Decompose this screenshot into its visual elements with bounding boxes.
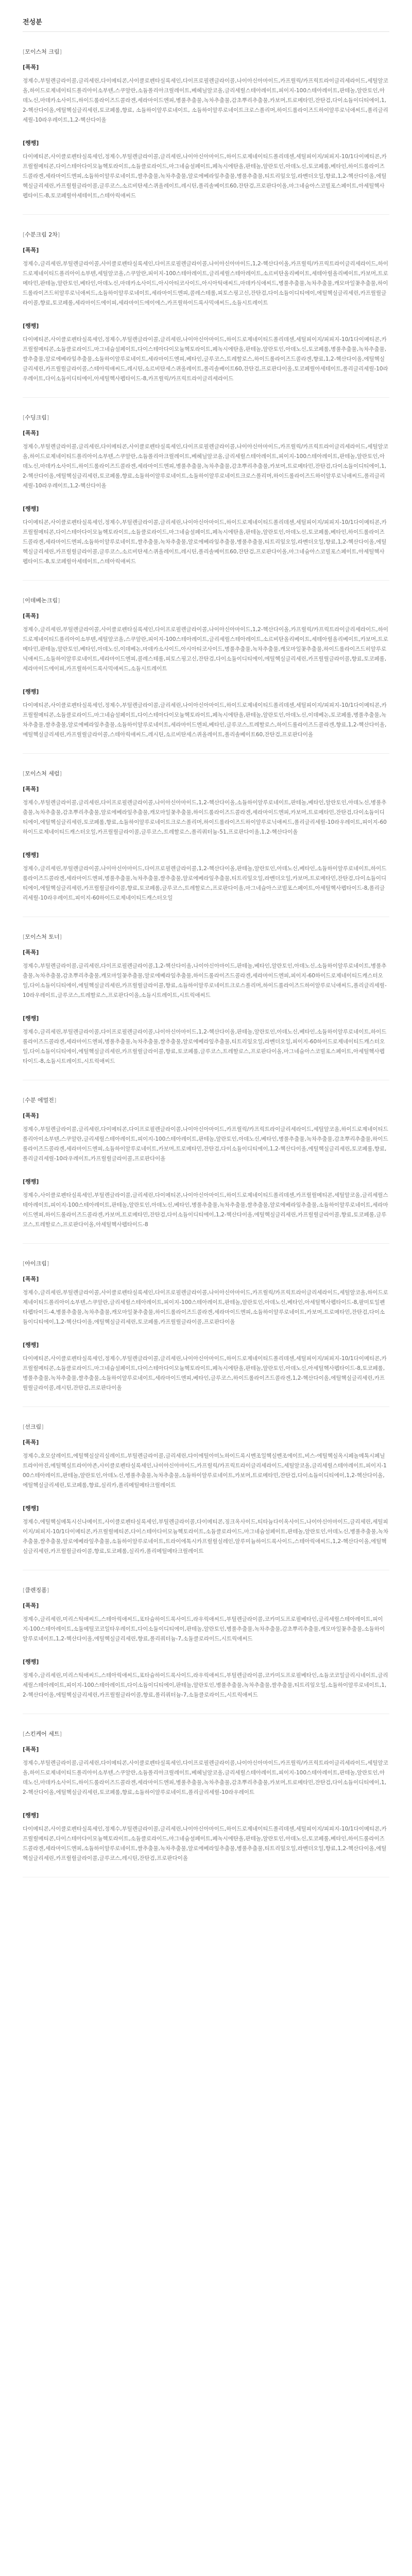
ingredient-block bbox=[23, 612, 389, 674]
section-title-bracket-open: [ bbox=[23, 934, 25, 940]
section-title-bracket-close: ] bbox=[41, 1423, 44, 1430]
section-title-bracket-close: ] bbox=[57, 231, 60, 238]
section-title-bracket-open: [ bbox=[23, 231, 25, 238]
section-title-bracket-open: [ bbox=[23, 1731, 25, 1737]
block-label: [폭폭] bbox=[23, 1602, 39, 1609]
ingredient-block bbox=[23, 785, 389, 837]
section-title-bracket-open: [ bbox=[23, 48, 25, 55]
ingredient-block bbox=[23, 321, 389, 384]
ingredient-block bbox=[23, 1111, 389, 1164]
ingredient-list-text: 정제수,글리세린,부틸렌글라이콜,사이클로펜타실록세인,다이프로필렌글라이콜,나이아신아마이드,1,2-헥산다이올,카프릴릭/카프릭트라이글리세라이드,하이드로제네이티드폴리아이소부텐,세틸알코올,스쿠알란,피이지-100스테아레이트,글리세릴스테아레이트,소르비탄올리베이트,세테아릴올리베이트,카보머,트로메타민,판테놀,알란토인,베타인,아데노신,마데카소사이드,아시아티코사이드,아시아틱애씨드,마데카식애씨드,병풀추출물,녹차추출물,캐모마일꽃추출물,하이드롤라이즈드히알루로닉애씨드,소듐하이알루로네이트,세라마이드엔피,콜레스테롤,피토스핑고신,잔탄검,다이소듐이디티에이,에틸헥실글리세린,카프릴릴글라이콜,향료,토코페롤,세라마이드에이피,세라마이드에이에스,카프릴하이드록사믹애씨드,소듐시트레이트 bbox=[23, 261, 389, 306]
ingredient-block bbox=[23, 1014, 389, 1066]
section-title-text: 아이크림 bbox=[25, 1260, 47, 1267]
ingredient-block bbox=[23, 1275, 389, 1327]
block-label: [폭폭] bbox=[23, 949, 39, 956]
block-label: [폭폭] bbox=[23, 1746, 39, 1753]
section-title-bracket-open: [ bbox=[23, 770, 25, 777]
ingredient-list-text: 정제수,사이클로펜타실록세인,부틸렌글라이콜,글리세린,다이메티콘,나이아신아마이드,하이드로제네이티드폴리데센,카프릴릴메티콘,세틸알코올,글리세릴스테아레이트,피이지-100스테아레이트,판테놀,알란토인,아데노신,베타인,병풀추출물,녹차추출물,쌀추출물,알로에베라잎추출물,소듐하이알루로네이트,세라마이드엔피,하이드롤라이즈드콜라겐,카보머,트로메타민,잔탄검,다이소듐이디티에이,1,2-헥산다이올,에틸헥실글리세린,카프릴릴글라이콜,향료,토코페롤,글루코스,트레할로스,프로판다이올,아세틸헥사펩타이드-8 bbox=[23, 1192, 388, 1228]
ingredient-block bbox=[23, 1438, 389, 1490]
section-title-bracket-open: [ bbox=[23, 1260, 25, 1267]
section-title bbox=[23, 1586, 389, 1594]
ingredient-list-text: 다이메티콘,사이클로펜타실록세인,정제수,부틸렌글라이콜,글리세린,나이아신아마이드,하이드로제네이티드폴리데센,세틸피이지/피피지-10/1다이메티콘,카프릴릴메티콘,다이스테아다이모늄헥토라이트,소듐클로라이드,마그네슘설페이트,페녹시에탄올,판테놀,알란토인,아데노신,토코페롤,베타인,하이드롤라이즈드콜라겐,세라마이드엔피,소듐하이알루로네이트,쌀추출물,녹차추출물,알로에베라잎추출물,병풀추출물,티트리잎오일,라벤더오일,향료,1,2-헥산다이올,에틸헥실글리세린,카프릴릴글라이콜,글루코스,소르비탄세스퀴올레이트,레시틴,폴리솔베이트60,잔탄검,프로판다이올,마그네슘아스코빌포스페이트,아세틸헥사펩타이드-8,토코페릴아세테이트,스테아릭애씨드 bbox=[23, 519, 387, 565]
ingredient-section bbox=[23, 230, 389, 398]
block-label: [쨍쨍] bbox=[23, 1812, 39, 1819]
section-title-text: 이데베논크림 bbox=[25, 597, 58, 604]
ingredient-block bbox=[23, 246, 389, 308]
ingredient-block bbox=[23, 851, 389, 903]
ingredient-list-text: 정제수,글리세린,부틸렌글라이콜,사이클로펜타실록세인,다이프로필렌글라이콜,나이아신아마이드,카프릴릭/카프릭트라이글리세라이드,세틸알코올,하이드로제네이티드폴리아이소부텐,스쿠알란,글리세릴스테아레이트,피이지-100스테아레이트,판테놀,알란토인,아데노신,베타인,아세틸헥사펩타이드-8,팔미토일펜타펩타이드-4,병풀추출물,녹차추출물,캐모마일꽃추출물,하이드롤라이즈드콜라겐,세라마이드엔피,소듐하이알루로네이트,카보머,트로메타민,잔탄검,다이소듐이디티에이,1,2-헥산다이올,에틸헥실글리세린,토코페롤,카프릴릴글라이콜,프로판다이올 bbox=[23, 1290, 388, 1325]
block-label: [폭폭] bbox=[23, 430, 39, 436]
ingredient-section bbox=[23, 933, 389, 1080]
section-title bbox=[23, 47, 389, 56]
section-divider bbox=[23, 580, 389, 581]
section-title-text: 수분 에멀전 bbox=[25, 1097, 54, 1104]
section-divider bbox=[23, 753, 389, 754]
section-title-bracket-close: ] bbox=[58, 597, 60, 604]
section-title-text: 수분크림 2차 bbox=[25, 231, 58, 238]
ingredient-list-text: 정제수,글리세린,미리스틱애씨드,스테아릭애씨드,포타슘하이드록사이드,라우릭애씨드,부틸렌글라이콜,코카미도프로필베타인,소듐코코일글리시네이트,글리세릴스테아레이트,피이지-100스테아레이트,다이소듐이디티에이,판테놀,알란토인,병풀추출물,녹차추출물,쌀추출물,티트리잎오일,소듐하이알루로네이트,1,2-헥산다이올,에틸헥실글리세린,카프릴릴글라이콜,향료,폴리쿼터늄-7,소듐클로라이드,시트릭애씨드 bbox=[23, 1672, 388, 1698]
section-title bbox=[23, 1730, 389, 1738]
block-label: [폭폭] bbox=[23, 1439, 39, 1446]
ingredient-list-text: 정제수,글리세린,부틸렌글라이콜,사이클로펜타실록세인,다이프로필렌글라이콜,나이아신아마이드,1,2-헥산다이올,카프릴릭/카프릭트라이글리세라이드,하이드로제네이티드폴리아이소부텐,세틸알코올,스쿠알란,피이지-100스테아레이트,글리세릴스테아레이트,소르비탄올리베이트,세테아릴올리베이트,카보머,트로메타민,판테놀,알란토인,베타인,아데노신,이데베논,마데카소사이드,아시아티코사이드,병풀추출물,녹차추출물,캐모마일꽃추출물,하이드롤라이즈드히알루로닉애씨드,소듐하이알루로네이트,세라마이드엔피,콜레스테롤,피토스핑고신,잔탄검,다이소듐이디티에이,에틸헥실글리세린,카프릴릴글라이콜,향료,토코페롤,세라마이드에이피,카프릴하이드록사믹애씨드,소듐시트레이트 bbox=[23, 626, 389, 672]
section-title bbox=[23, 769, 389, 777]
ingredient-list-text: 정제수,부틸렌글라이콜,글리세린,다이메티콘,사이클로펜타실록세인,다이프로필렌글라이콜,나이아신아마이드,카프릴릭/카프릭트라이글리세라이드,세틸알코올,하이드로제네이티드폴리아이소부텐,스쿠알란,소듐폴리아크릴레이트,베헤닐알코올,글리세릴스테아레이트,피이지-100스테아레이트,판테놀,알란토인,아데노신,마데카소사이드,하이드롤라이즈드콜라겐,세라마이드엔피,병풀추출물,녹차추출물,감초뿌리추출물,카보머,트로메타민,잔탄검,다이소듐이디티에이,1,2-헥산다이올,에틸헥실글리세린,토코페롤,향료,소듐하이알루로네이트,소듐하이알루로네이트크로스폴리머,하이드롤라이즈드하이알루로닉애씨드,폴리글리세릴-10라우레이트,1,2-헥산다이올 bbox=[23, 444, 388, 489]
section-title-text: 수딩크림 bbox=[25, 414, 47, 421]
section-divider bbox=[23, 397, 389, 398]
ingredient-list-text: 정제수,부틸렌글라이콜,글리세린,다이프로필렌글라이콜,나이아신아마이드,1,2-헥산다이올,소듐하이알루로네이트,판테놀,베타인,알란토인,아데노신,병풀추출물,녹차추출물,감초뿌리추출물,알로에베라잎추출물,캐모마일꽃추출물,하이드롤라이즈드콜라겐,세라마이드엔피,카보머,트로메타민,잔탄검,다이소듐이디티에이,에틸헥실글리세린,토코페롤,향료,소듐하이알루로네이트크로스폴리머,하이드롤라이즈드하이알루로닉애씨드,폴리글리세릴-10라우레이트,피이지-60하이드로제네이티드캐스터오일,카프릴릴글라이콜,글루코스,트레할로스,폴리쿼터늄-51,프로판다이올,1,2-헥산다이올 bbox=[23, 800, 387, 835]
block-label: [폭폭] bbox=[23, 1276, 39, 1282]
ingredient-block bbox=[23, 1657, 389, 1700]
block-label: [폭폭] bbox=[23, 64, 39, 71]
ingredient-block bbox=[23, 687, 389, 740]
block-label: [쨍쨍] bbox=[23, 1342, 39, 1348]
ingredient-list-text: 정제수,부틸렌글라이콜,글리세린,다이프로필렌글라이콜,1,2-헥산다이올,나이아신아마이드,판테놀,베타인,알란토인,아데노신,소듐하이알루로네이트,병풀추출물,녹차추출물,감초뿌리추출물,캐모마일꽃추출물,알로에베라잎추출물,하이드롤라이즈드콜라겐,세라마이드엔피,피이지-60하이드로제네이티드캐스터오일,다이소듐이디티에이,에틸헥실글리세린,카프릴릴글라이콜,향료,소듐하이알루로네이트크로스폴리머,하이드롤라이즈드하이알루로닉애씨드,폴리글리세릴-10라우레이트,글루코스,트레할로스,프로판다이올,소듐시트레이트,시트릭애씨드 bbox=[23, 963, 387, 998]
ingredient-section bbox=[23, 1422, 389, 1570]
section-divider bbox=[23, 214, 389, 215]
ingredient-section bbox=[23, 413, 389, 581]
section-title-bracket-open: [ bbox=[23, 1097, 25, 1104]
block-label: [쨍쨍] bbox=[23, 505, 39, 512]
ingredient-section bbox=[23, 769, 389, 917]
ingredient-list-text: 다이메티콘,사이클로펜타실록세인,정제수,부틸렌글라이콜,글리세린,나이아신아마이드,하이드로제네이티드폴리데센,세틸피이지/피피지-10/1다이메티콘,카프릴릴메티콘,다이스테아다이모늄헥토라이트,소듐클로라이드,마그네슘설페이트,페녹시에탄올,판테놀,알란토인,아데노신,토코페롤,베타인,하이드롤라이즈드콜라겐,세라마이드엔피,소듐하이알루로네이트,쌀추출물,녹차추출물,알로에베라잎추출물,병풀추출물,티트리잎오일,라벤더오일,향료,1,2-헥산다이올,에틸헥실글리세린,카프릴릴글라이콜,글루코스,소르비탄세스퀴올레이트,레시틴,폴리솔베이트60,잔탄검,프로판다이올,마그네슘아스코빌포스페이트,아세틸헥사펩타이드-8,토코페릴아세테이트,스테아릭애씨드 bbox=[23, 154, 387, 199]
section-title-text: 모이스처 크림 bbox=[25, 48, 60, 55]
section-title-bracket-close: ] bbox=[46, 1587, 49, 1594]
ingredient-list-text: 다이메티콘,사이클로펜타실록세인,정제수,부틸렌글라이콜,글리세린,나이아신아마이드,하이드로제네이티드폴리데센,세틸피이지/피피지-10/1다이메티콘,카프릴릴메티콘,다이스테아다이모늄헥토라이트,소듐클로라이드,마그네슘설페이트,페녹시에탄올,판테놀,알란토인,아데노신,토코페롤,베타인,하이드롤라이즈드콜라겐,세라마이드엔피,소듐하이알루로네이트,쌀추출물,녹차추출물,알로에베라잎추출물,병풀추출물,티트리잎오일,라벤더오일,향료,1,2-헥산다이올,에틸헥실글리세린,카프릴릴글라이콜,글루코스,레시틴,잔탄검,프로판다이올 bbox=[23, 1826, 387, 1861]
ingredient-block bbox=[23, 948, 389, 1001]
ingredient-list-text: 정제수,글리세린,미리스틱애씨드,스테아릭애씨드,포타슘하이드록사이드,라우릭애씨드,부틸렌글라이콜,코카미도프로필베타인,글리세릴스테아레이트,피이지-100스테아레이트,소듐메틸코코일타우레이트,다이소듐이디티에이,판테놀,알란토인,병풀추출물,녹차추출물,감초뿌리추출물,캐모마일꽃추출물,소듐하이알루로네이트,1,2-헥산다이올,에틸헥실글리세린,향료,폴리쿼터늄-7,소듐클로라이드,시트릭애씨드 bbox=[23, 1616, 385, 1642]
section-divider bbox=[23, 1243, 389, 1244]
block-label: [쨍쨍] bbox=[23, 1505, 39, 1512]
section-title-bracket-open: [ bbox=[23, 597, 25, 604]
ingredient-list-text: 다이메티콘,사이클로펜타실록세인,정제수,부틸렌글라이콜,글리세린,나이아신아마이드,하이드로제네이티드폴리데센,세틸피이지/피피지-10/1다이메티콘,카프릴릴메티콘,소듐클로라이드,마그네슘설페이트,다이스테아다이모늄헥토라이트,페녹시에탄올,판테놀,알란토인,아데노신,아세틸헥사펩타이드-8,토코페롤,병풀추출물,녹차추출물,쌀추출물,소듐하이알루로네이트,세라마이드엔피,베타인,글루코스,하이드롤라이즈드콜라겐,1,2-헥산다이올,에틸헥실글리세린,카프릴릴글라이콜,레시틴,잔탄검,프로판다이올 bbox=[23, 1355, 387, 1391]
section-title-text: 모이스처 세럼 bbox=[25, 770, 60, 777]
section-title-text: 스킨케어 세트 bbox=[25, 1731, 60, 1737]
section-title-bracket-open: [ bbox=[23, 1587, 25, 1594]
ingredient-list-text: 다이메티콘,사이클로펜타실록세인,정제수,부틸렌글라이콜,글리세린,나이아신아마이드,하이드로제네이티드폴리데센,세틸피이지/피피지-10/1다이메티콘,카프릴릴메티콘,소듐클로라이드,마그네슘설페이트,다이스테아다이모늄헥토라이트,페녹시에탄올,판테놀,알란토인,아데노신,이데베논,토코페롤,병풀추출물,녹차추출물,쌀추출물,알로에베라잎추출물,소듐하이알루로네이트,세라마이드엔피,베타인,글루코스,트레할로스,하이드롤라이즈드콜라겐,향료,1,2-헥산다이올,에틸헥실글리세린,카프릴릴글라이콜,스테아릭애씨드,레시틴,소르비탄세스퀴올레이트,폴리솔베이트60,잔탄검,프로판다이올 bbox=[23, 702, 387, 738]
section-divider bbox=[23, 1406, 389, 1407]
section-title bbox=[23, 230, 389, 239]
block-label: [쨍쨍] bbox=[23, 1658, 39, 1665]
ingredient-block bbox=[23, 139, 389, 201]
section-title-bracket-open: [ bbox=[23, 1423, 25, 1430]
ingredient-section bbox=[23, 1730, 389, 1877]
ingredient-section bbox=[23, 1096, 389, 1244]
ingredient-block bbox=[23, 1177, 389, 1230]
section-title-bracket-open: [ bbox=[23, 414, 25, 421]
section-title-bracket-close: ] bbox=[54, 1097, 57, 1104]
block-label: [폭폭] bbox=[23, 786, 39, 792]
block-label: [폭폭] bbox=[23, 613, 39, 619]
section-title-bracket-close: ] bbox=[59, 48, 62, 55]
ingredient-list-text: 다이메티콘,사이클로펜타실록세인,정제수,부틸렌글라이콜,글리세린,나이아신아마이드,하이드로제네이티드폴리데센,세틸피이지/피피지-10/1다이메티콘,카프릴릴메티콘,소듐클로라이드,마그네슘설페이트,다이스테아다이모늄헥토라이트,페녹시에탄올,판테놀,알란토인,아데노신,토코페롤,병풀추출물,녹차추출물,쌀추출물,알로에베라잎추출물,소듐하이알루로네이트,세라마이드엔피,베타인,글루코스,트레할로스,하이드롤라이즈드콜라겐,향료,1,2-헥산다이올,에틸헥실글리세린,카프릴릴글라이콜,스테아릭애씨드,레시틴,소르비탄세스퀴올레이트,폴리솔베이트60,잔탄검,프로판다이올,토코페릴아세테이트,폴리글리세릴-10라우레이트,다이소듐이디티에이,아세틸헥사펩타이드-8,카프릴릭/카프릭트라이글리세라이드 bbox=[23, 336, 388, 382]
ingredient-block bbox=[23, 504, 389, 567]
section-title bbox=[23, 413, 389, 421]
block-label: [폭폭] bbox=[23, 1112, 39, 1119]
page-title: 전성분 bbox=[23, 16, 389, 32]
block-label: [쨍쨍] bbox=[23, 852, 39, 858]
section-title-bracket-close: ] bbox=[59, 1731, 62, 1737]
block-label: [쨍쨍] bbox=[23, 323, 39, 329]
ingredient-block bbox=[23, 1745, 389, 1798]
ingredient-list-text: 정제수,글리세린,부틸렌글라이콜,다이프로필렌글라이콜,나이아신아마이드,1,2-헥산다이올,판테놀,알란토인,아데노신,베타인,소듐하이알루로네이트,하이드롤라이즈드콜라겐,세라마이드엔피,병풀추출물,녹차추출물,쌀추출물,알로에베라잎추출물,티트리잎오일,라벤더오일,피이지-60하이드로제네이티드캐스터오일,다이소듐이디티에이,에틸헥실글리세린,카프릴릴글라이콜,향료,토코페롤,글루코스,트레할로스,프로판다이올,마그네슘아스코빌포스페이트,아세틸헥사펩타이드-8,소듐시트레이트,시트릭애씨드 bbox=[23, 1029, 387, 1064]
block-label: [쨍쨍] bbox=[23, 1015, 39, 1022]
ingredient-list-text: 정제수,에틸헥실메톡시신나메이트,사이클로펜타실록세인,부틸렌글라이콜,다이메티콘,징크옥사이드,티타늄다이옥사이드,나이아신아마이드,글리세린,세틸피이지/피피지-10/1다이메티콘,카프릴릴메티콘,다이스테아다이모늄헥토라이트,소듐클로라이드,마그네슘설페이트,판테놀,알란토인,아데노신,병풀추출물,녹차추출물,쌀추출물,알로에베라잎추출물,소듐하이알루로네이트,트라이에톡시카프릴릴실레인,알루미늄하이드록사이드,스테아릭애씨드,1,2-헥산다이올,에틸헥실글리세린,카프릴릴글라이콜,향료,토코페롤,실리카,폴리메틸메타크릴레이트 bbox=[23, 1519, 389, 1554]
ingredient-section bbox=[23, 1586, 389, 1714]
section-title-bracket-close: ] bbox=[46, 414, 49, 421]
block-label: [쨍쨍] bbox=[23, 688, 39, 695]
ingredient-list-text: 정제수,부틸렌글라이콜,글리세린,다이메티콘,사이클로펜타실록세인,다이프로필렌글라이콜,나이아신아마이드,카프릴릭/카프릭트라이글리세라이드,세틸알코올,하이드로제네이티드폴리아이소부텐,스쿠알란,소듐폴리아크릴레이트,베헤닐알코올,글리세릴스테아레이트,피이지-100스테아레이트,판테놀,알란토인,아데노신,마데카소사이드,하이드롤라이즈드콜라겐,세라마이드엔피,병풀추출물,녹차추출물,감초뿌리추출물,카보머,트로메타민,잔탄검,다이소듐이디티에이,1,2-헥산다이올,에틸헥실글리세린,토코페롤,향료, 소듐하이알루로네이트, 소듐하이알루로네이트크로스폴리머,하이드롤라이즈드하이알루로닉애씨드,폴리글리세릴-10라우레이트,1,2-헥산다이올 bbox=[23, 78, 388, 123]
ingredient-section bbox=[23, 596, 389, 754]
ingredient-list-text: 정제수,글리세린,부틸렌글라이콜,나이아신아마이드,다이프로필렌글라이콜,1,2-헥산다이올,판테놀,알란토인,아데노신,베타인,소듐하이알루로네이트,하이드롤라이즈드콜라겐,세라마이드엔피,병풀추출물,녹차추출물,쌀추출물,알로에베라잎추출물,티트리잎오일,라벤더오일,카보머,트로메타민,잔탄검,다이소듐이디티에이,에틸헥실글리세린,카프릴릴글라이콜,향료,토코페롤,글루코스,트레할로스,프로판다이올,마그네슘아스코빌포스페이트,아세틸헥사펩타이드-8,폴리글리세릴-10라우레이트,피이지-60하이드로제네이티드캐스터오일 bbox=[23, 866, 387, 901]
section-title bbox=[23, 596, 389, 604]
section-title bbox=[23, 1422, 389, 1431]
section-title bbox=[23, 1259, 389, 1267]
section-title bbox=[23, 1096, 389, 1104]
block-label: [쨍쨍] bbox=[23, 1178, 39, 1185]
section-title bbox=[23, 933, 389, 941]
section-title-bracket-close: ] bbox=[59, 770, 62, 777]
ingredient-block bbox=[23, 1811, 389, 1863]
ingredient-block bbox=[23, 429, 389, 491]
ingredient-block bbox=[23, 1341, 389, 1393]
section-title-bracket-close: ] bbox=[46, 1260, 49, 1267]
ingredient-list-text: 정제수,부틸렌글라이콜,글리세린,다이메티콘,다이프로필렌글라이콜,나이아신아마이드,카프릴릭/카프릭트라이글리세라이드,세틸알코올,하이드로제네이티드폴리아이소부텐,스쿠알란,글리세릴스테아레이트,피이지-100스테아레이트,판테놀,알란토인,아데노신,베타인,병풀추출물,녹차추출물,감초뿌리추출물,하이드롤라이즈드콜라겐,세라마이드엔피,소듐하이알루로네이트,카보머,트로메타민,잔탄검,다이소듐이디티에이,1,2-헥산다이올,에틸헥실글리세린,토코페롤,향료,폴리글리세릴-10라우레이트,카프릴릴글라이콜,프로판다이올 bbox=[23, 1126, 388, 1162]
section-title-text: 클렌징폼 bbox=[25, 1587, 47, 1594]
section-title-bracket-close: ] bbox=[59, 934, 62, 940]
block-label: [폭폭] bbox=[23, 247, 39, 253]
ingredient-list-text: 정제수,부틸렌글라이콜,글리세린,다이메티콘,사이클로펜타실록세인,다이프로필렌글라이콜,나이아신아마이드,카프릴릭/카프릭트라이글리세라이드,세틸알코올,하이드로제네이티드폴리아이소부텐,스쿠알란,소듐폴리아크릴레이트,베헤닐알코올,글리세릴스테아레이트,피이지-100스테아레이트,판테놀,알란토인,아데노신,마데카소사이드,하이드롤라이즈드콜라겐,세라마이드엔피,병풀추출물,녹차추출물,감초뿌리추출물,카보머,트로메타민,잔탄검,다이소듐이디티에이,1,2-헥산다이올,에틸헥실글리세린,토코페롤,향료,소듐하이알루로네이트,폴리글리세릴-10라우레이트 bbox=[23, 1760, 388, 1795]
ingredient-section bbox=[23, 47, 389, 215]
ingredient-section bbox=[23, 1259, 389, 1407]
ingredient-list-text: 정제수,호모살레이트,에틸헥실살리실레이트,부틸렌글라이콜,글리세린,다이에틸아미노하이드록시벤조일헥실벤조에이트,비스-에틸헥실옥시페놀메톡시페닐트라이아진,에틸헥실트라이아존,사이클로펜타실록세인,나이아신아마이드,카프릴릭/카프릭트라이글리세라이드,세틸알코올,글리세릴스테아레이트,피이지-100스테아레이트,판테놀,알란토인,아데노신,병풀추출물,녹차추출물,소듐하이알루로네이트,카보머,트로메타민,잔탄검,다이소듐이디티에이,1,2-헥산다이올,에틸헥실글리세린,토코페롤,향료,실리카,폴리메틸메타크릴레이트 bbox=[23, 1453, 387, 1488]
ingredient-block bbox=[23, 1601, 389, 1644]
ingredient-sections bbox=[23, 47, 389, 1877]
section-title-text: 선크림 bbox=[25, 1423, 42, 1430]
ingredient-block bbox=[23, 1504, 389, 1556]
ingredient-block bbox=[23, 63, 389, 125]
section-title-text: 모이스처 토너 bbox=[25, 934, 60, 940]
block-label: [쨍쨍] bbox=[23, 140, 39, 146]
